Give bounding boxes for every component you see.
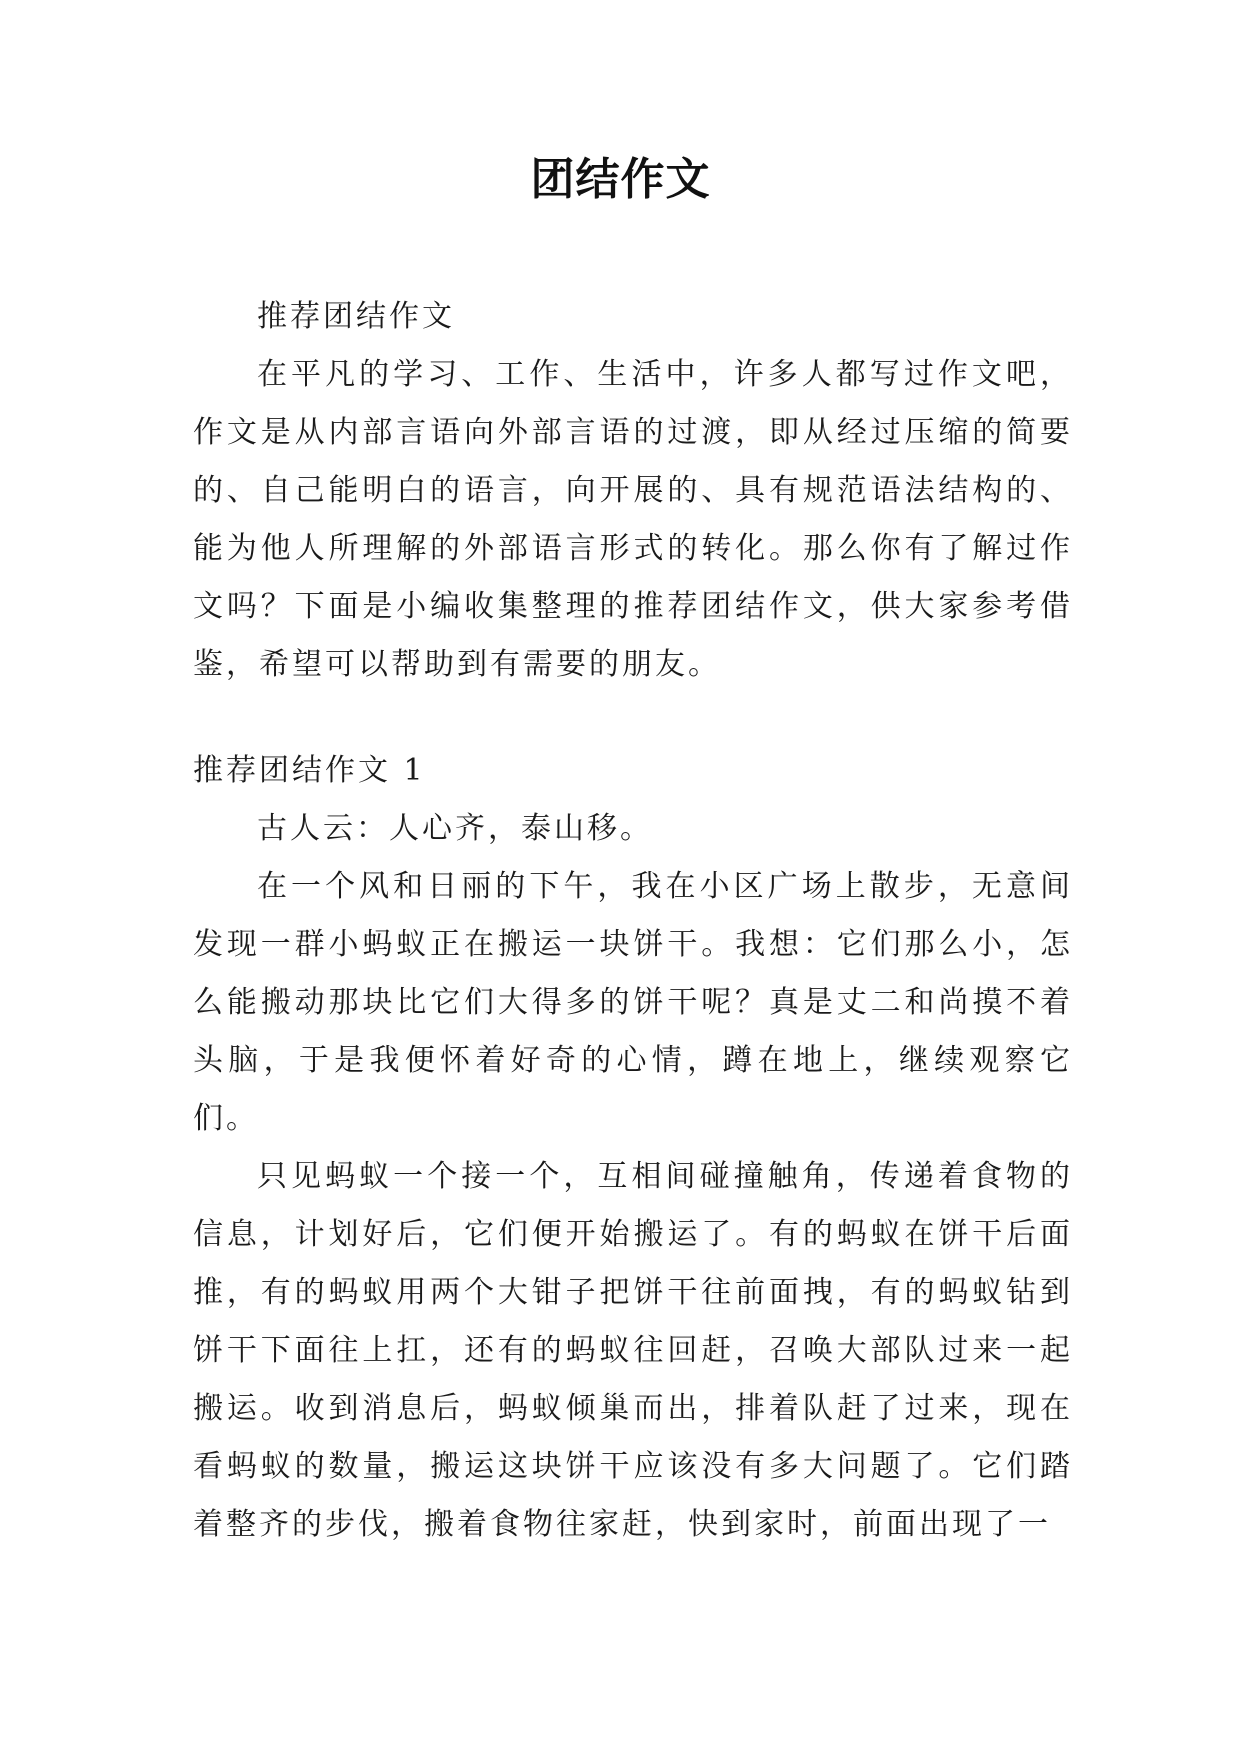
intro-paragraph: 在平凡的学习、工作、生活中，许多人都写过作文吧，作文是从内部言语向外部言语的过渡，即从经过压缩的简要的、自己能明白的语言，向开展的、具有规范语法结构的、能为他人所理解的外部语言形式的转化。那么你有了解过作文吗？下面是小编收集整理的推荐团结作文，供大家参考借鉴，希望可以帮助到有需要的朋友。 xyxy=(193,357,1073,682)
paragraph-ants-moving: 只见蚂蚁一个接一个，互相间碰撞触角，传递着食物的信息，计划好后，它们便开始搬运了。有的蚂蚁在饼干后面推，有的蚂蚁用两个大钳子把饼干往前面拽，有的蚂蚁钻到饼干下面往上扛，还有的蚂蚁往回赶，召唤大部队过来一起搬运。收到消息后，蚂蚁倾巢而出，排着队赶了过来，现在看蚂蚁的数量，搬运这块饼干应该没有多大问题了。它们踏着整齐的步伐，搬着食物往家赶，快到家时，前面出现了一 xyxy=(193,1159,1073,1542)
paragraph-quote: 古人云：人心齐，泰山移。 xyxy=(257,811,653,846)
document-body xyxy=(193,288,1073,1554)
intro-heading: 推荐团结作文 xyxy=(257,299,455,334)
document-title: 团结作文 xyxy=(530,154,711,205)
section-heading: 推荐团结作文 1 xyxy=(193,753,426,788)
paragraph-observation: 在一个风和日丽的下午，我在小区广场上散步，无意间发现一群小蚂蚁正在搬运一块饼干。我想：它们那么小，怎么能搬动那块比它们大得多的饼干呢？真是丈二和尚摸不着头脑，于是我便怀着好奇的心情，蹲在地上，继续观察它们。 xyxy=(193,869,1073,1136)
